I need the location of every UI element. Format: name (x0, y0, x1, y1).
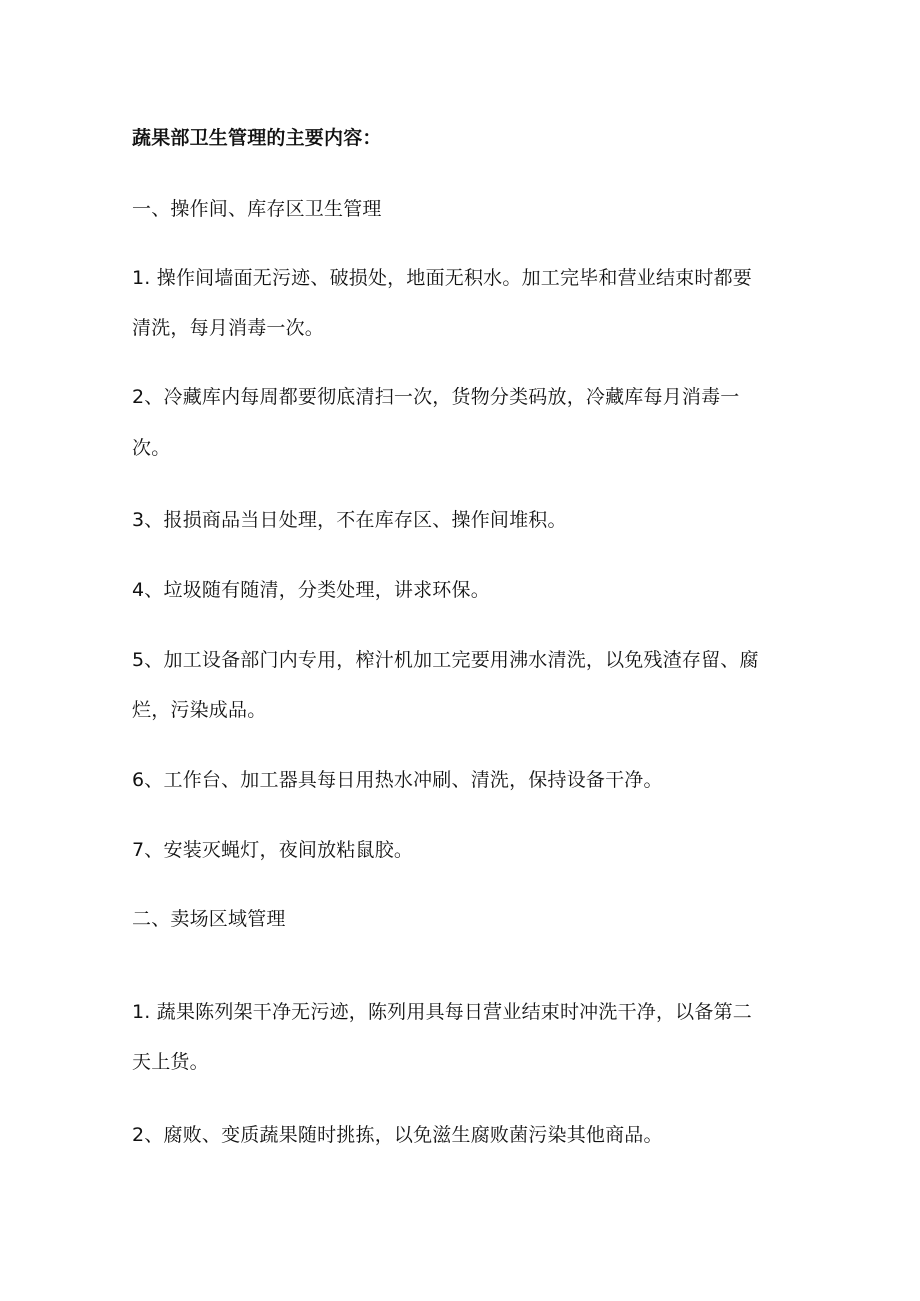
section1-item5-line2: 烂，污染成品。 (132, 699, 267, 721)
document-title: 蔬果部卫生管理的主要内容： (132, 127, 382, 149)
section-heading-1: 一、操作间、库存区卫生管理 (132, 198, 382, 220)
section1-item2-line2: 次。 (132, 437, 171, 459)
section2-item1-line1: 1. 蔬果陈列架干净无污迹，陈列用具每日营业结束时冲洗干净，以备第二 (132, 1001, 752, 1023)
section1-item4: 4、垃圾随有随清，分类处理，讲求环保。 (132, 579, 490, 601)
section1-item2-line1: 2、冷藏库内每周都要彻底清扫一次，货物分类码放，冷藏库每月消毒一 (132, 386, 740, 408)
section1-item7: 7、安装灭蝇灯，夜间放粘鼠胶。 (132, 839, 414, 861)
section1-item5-line1: 5、加工设备部门内专用，榨汁机加工完要用沸水清洗，以免残渣存留、腐 (132, 649, 759, 671)
section1-item3: 3、报损商品当日处理，不在库存区、操作间堆积。 (132, 509, 567, 531)
section-heading-2: 二、卖场区域管理 (132, 908, 286, 930)
section2-item1-line2: 天上货。 (132, 1051, 209, 1073)
section1-item1-line1: 1. 操作间墙面无污迹、破损处，地面无积水。加工完毕和营业结束时都要 (132, 267, 752, 289)
section1-item6: 6、工作台、加工器具每日用热水冲刷、清洗，保持设备干净。 (132, 769, 663, 791)
section2-item2: 2、腐败、变质蔬果随时挑拣，以免滋生腐败菌污染其他商品。 (132, 1124, 663, 1146)
section1-item1-line2: 清洗，每月消毒一次。 (132, 317, 325, 339)
